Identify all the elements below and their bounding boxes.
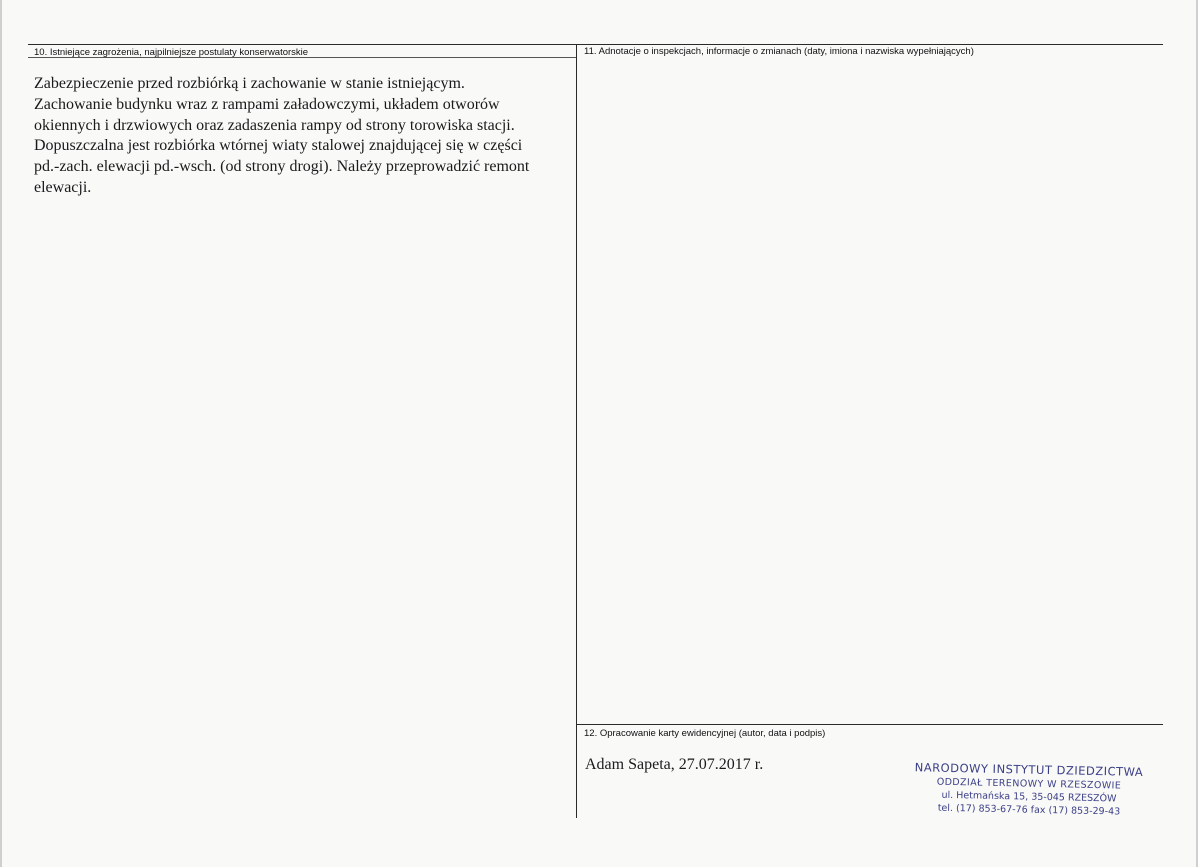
author-and-date: Adam Sapeta, 27.07.2017 r. (585, 756, 764, 773)
section11-top-rule (577, 44, 1163, 45)
content-line: okiennych i drzwiowych oraz zadaszenia rampy od strony torowiska stacji. (34, 116, 515, 134)
section12-label: 12. Opracowanie karty ewidencyjnej (autor, data i podpis) (584, 728, 826, 739)
content-line: elewacji. (34, 178, 92, 196)
stamp-line-institution: NARODOWY INSTYTUT DZIEDZICTWA (914, 760, 1144, 779)
content-line: Dopuszczalna jest rozbiórka wtórnej wiaty stalowej znajdującej się w części (34, 137, 523, 155)
section10-content (34, 74, 574, 199)
content-line: Zabezpieczenie przed rozbiórką i zachowanie w stanie istniejącym. (34, 75, 465, 92)
page-edge-left (0, 0, 2, 867)
section10-label: 10. Istniejące zagrożenia, najpilniejsze postulaty konserwatorskie (34, 47, 309, 58)
section12-top-rule (577, 724, 1163, 725)
content-line: pd.-zach. elewacji pd.-wsch. (od strony drogi). Należy przeprowadzić remont (34, 158, 530, 176)
stamp-line-branch: ODDZIAŁ TERENOWY W RZESZOWIE (936, 776, 1122, 792)
column-divider (576, 44, 577, 818)
section11-label: 11. Adnotacje o inspekcjach, informacje o zmianach (daty, imiona i nazwiska wypełniających) (584, 46, 974, 57)
stamp-line-address: ul. Hetmańska 15, 35-045 RZESZÓW (941, 789, 1117, 805)
content-line: Zachowanie budynku wraz z rampami załadowczymi, układem otworów (34, 95, 500, 113)
section10-top-rule (28, 44, 577, 45)
institution-stamp (905, 760, 1153, 818)
stamp-line-phone: tel. (17) 853-67-76 fax (17) 853-29-43 (937, 802, 1121, 818)
